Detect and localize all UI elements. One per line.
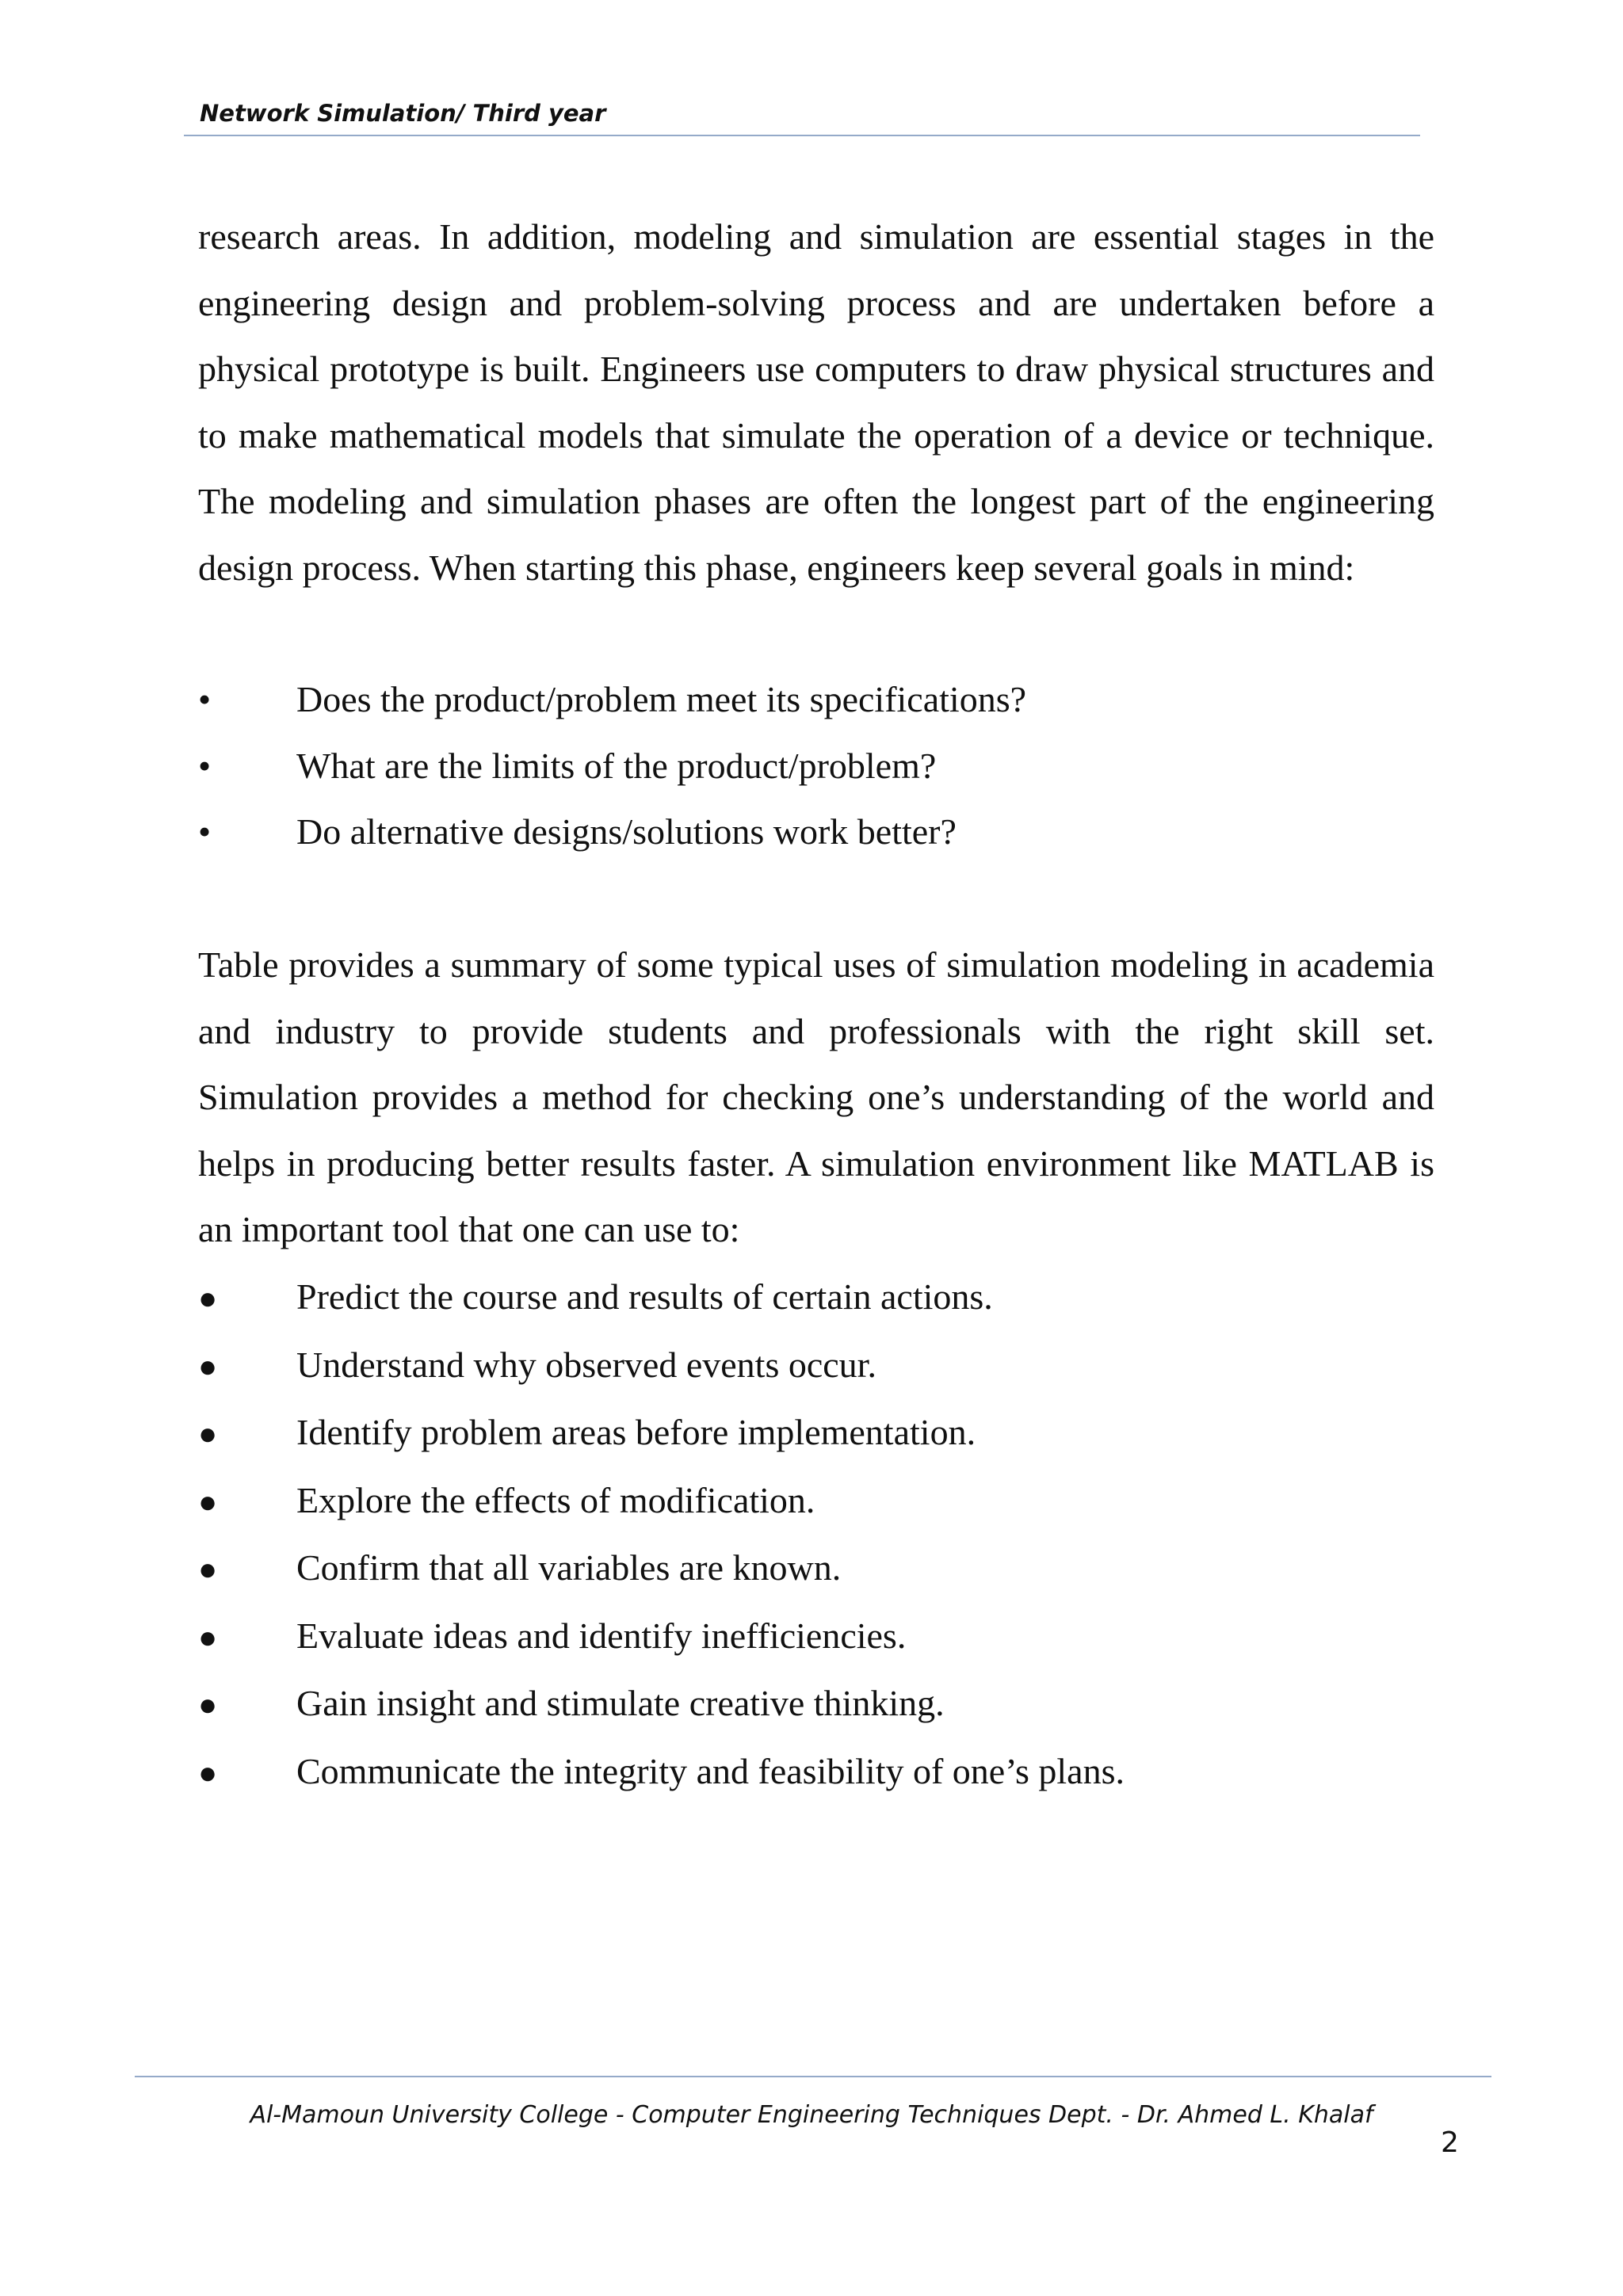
bullet-icon: • (198, 745, 212, 786)
list-item-text: Gain insight and stimulate creative thinking. (296, 1683, 945, 1723)
list-item (198, 1603, 1434, 1671)
list-item-text: What are the limits of the product/problem? (296, 745, 937, 786)
goals-list (198, 666, 1434, 865)
list-item (198, 1332, 1434, 1400)
bullet-icon: ● (198, 1348, 218, 1384)
list-item (198, 1467, 1434, 1535)
uses-list (198, 1264, 1434, 1806)
bullet-icon: ● (198, 1687, 218, 1722)
table-summary-paragraph: Table provides a summary of some typical uses of simulation modeling in academia and industry to provide students and professionals with the right skill set. Simulation provides a method for checking one’s understanding of the world and helps in producing better results faster. A simulation environment like MATLAB is an important tool that one can use to: (198, 944, 1434, 1249)
page-header-title: Network Simulation/ Third year (200, 100, 606, 127)
list-item-text: Do alternative designs/solutions work better? (296, 811, 957, 852)
list-item (198, 733, 1434, 799)
list-item-text: Understand why observed events occur. (296, 1344, 876, 1385)
list-item (198, 1535, 1434, 1603)
intro-paragraph-block (198, 204, 1434, 601)
list-item (198, 799, 1434, 865)
list-item (198, 1738, 1434, 1806)
page-footer: Al-Mamoun University College - Computer Engineering Techniques Dept. - Dr. Ahmed L. Khalaf (250, 2101, 1373, 2129)
bullet-icon: ● (198, 1754, 218, 1791)
list-item (198, 1670, 1434, 1738)
table-summary-paragraph-block (198, 932, 1434, 1263)
list-item-text: Predict the course and results of certain actions. (296, 1276, 993, 1317)
list-item-text: Explore the effects of modification. (296, 1479, 815, 1520)
header-divider (184, 135, 1420, 136)
list-item-text: Does the product/problem meet its specifications? (296, 679, 1027, 719)
list-item (198, 1399, 1434, 1467)
list-item-text: Communicate the integrity and feasibility of one’s plans. (296, 1750, 1125, 1791)
page-number: 2 (1441, 2126, 1459, 2159)
list-item (198, 666, 1434, 733)
list-item-text: Evaluate ideas and identify inefficiencies. (296, 1615, 907, 1656)
bullet-icon: ● (198, 1483, 218, 1520)
intro-paragraph: research areas. In addition, modeling and simulation are essential stages in the engineering design and problem-solving process and are undertaken before a physical prototype is built. Engineers use computers to draw physical structures and to make mathematical models that simulate the operation of a device or technique. The modeling and simulation phases are often the longest part of the engineering design process. When starting this phase, engineers keep several goals in mind: (198, 216, 1434, 588)
footer-divider (135, 2076, 1491, 2077)
list-item-text: Confirm that all variables are known. (296, 1547, 842, 1588)
bullet-icon: ● (198, 1280, 218, 1316)
bullet-icon: • (198, 679, 212, 719)
list-item (198, 1264, 1434, 1332)
bullet-icon: • (198, 811, 212, 852)
bullet-icon: ● (198, 1619, 218, 1655)
bullet-icon: ● (198, 1416, 218, 1451)
list-item-text: Identify problem areas before implementation. (296, 1412, 976, 1452)
bullet-icon: ● (198, 1551, 218, 1587)
